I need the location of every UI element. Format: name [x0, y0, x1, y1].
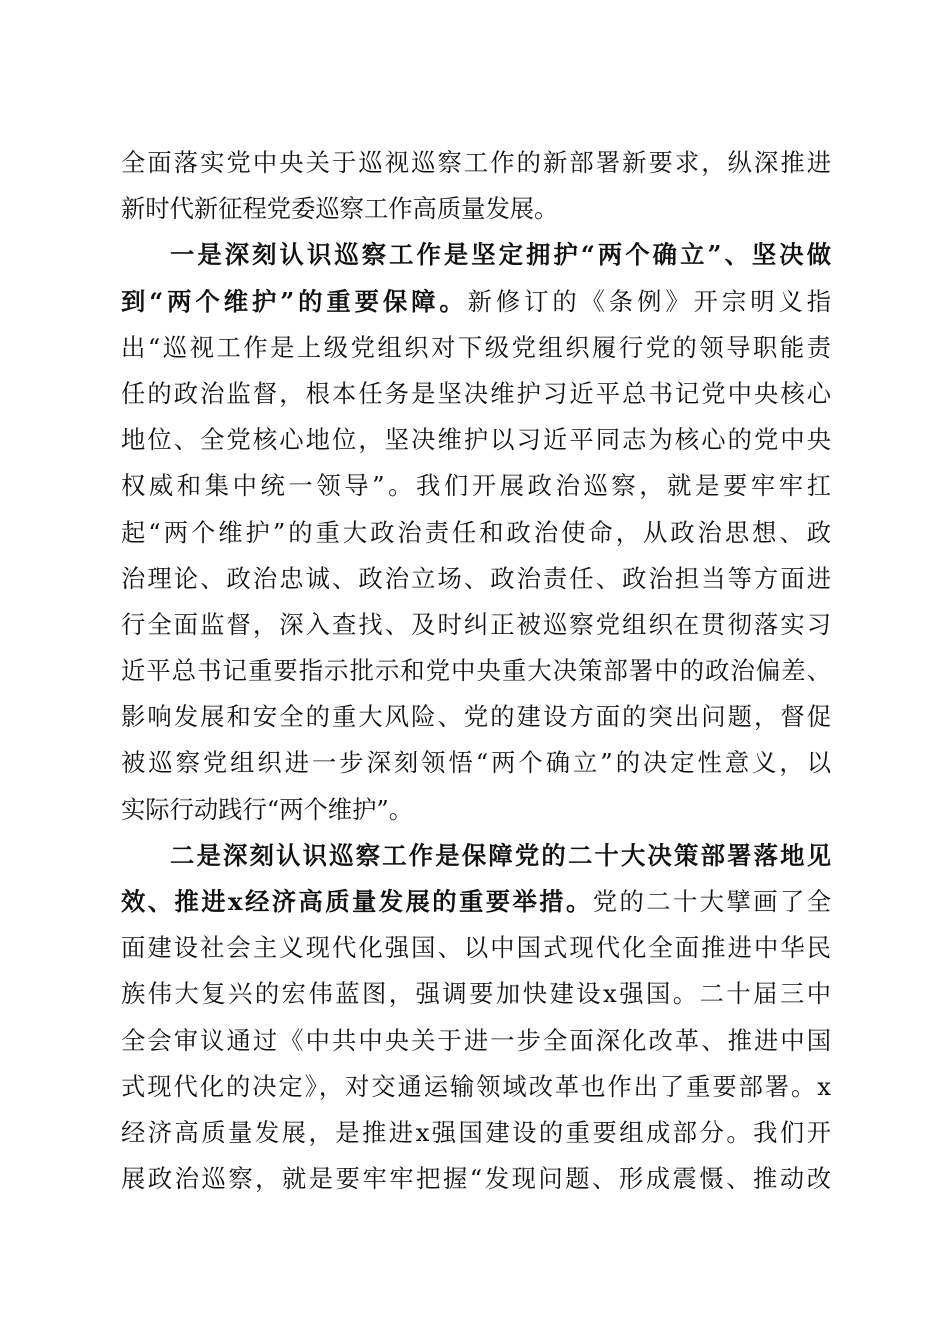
- section2-heading-part: 二是深刻认识巡察工作是保障党的二十大决策部署落地见: [170, 840, 831, 870]
- section1-line-1: [121, 232, 831, 278]
- section1-heading-part: 一是深刻认识巡察工作是坚定拥护“两个确立”、坚决做: [170, 240, 831, 270]
- section2-line-8: 展政治巡察，就是要牢牢把握“发现问题、形成震慑、推动改: [121, 1164, 831, 1194]
- section1-line-12: 被巡察党组织进一步深刻领悟“两个确立”的决定性意义，以: [121, 748, 831, 778]
- section1-line-5: 地位、全党核心地位，坚决维护以习近平同志为核心的党中央: [121, 425, 831, 455]
- intro-line-2: 新时代新征程党委巡察工作高质量发展。: [121, 194, 559, 224]
- section1-heading-part: 到“两个维护”的重要保障。: [121, 286, 468, 316]
- section1-line-8: 治理论、政治忠诚、政治立场、政治责任、政治担当等方面进: [121, 563, 831, 593]
- section1-line-7: 起“两个维护”的重大政治责任和政治使命，从政治思想、政: [121, 517, 831, 547]
- section2-line-4: 族伟大复兴的宏伟蓝图，强调要加快建设x强国。二十届三中: [121, 979, 831, 1009]
- section1-line-13: 实际行动践行“两个维护”。: [121, 794, 414, 824]
- section2-line-1: [121, 833, 831, 879]
- section1-line-6: 权威和集中统一领导”。我们开展政治巡察，就是要牢牢扛: [121, 471, 831, 501]
- section2-line-6: 式现代化的决定》，对交通运输领域改革也作出了重要部署。x: [121, 1071, 831, 1101]
- section2-line-5: 全会审议通过《中共中央关于进一步全面深化改革、推进中国: [121, 1025, 831, 1055]
- section1-line-2: 到“两个维护”的重要保障。新修订的《条例》开宗明义指: [121, 286, 831, 316]
- section2-heading-part: 效、推进x经济高质量发展的重要举措。: [121, 887, 593, 916]
- section2-line-3: 面建设社会主义现代化强国、以中国式现代化全面推进中华民: [121, 933, 831, 963]
- section2-line-2: 效、推进x经济高质量发展的重要举措。党的二十大擘画了全: [121, 887, 832, 916]
- section2-line-7: 经济高质量发展，是推进x强国建设的重要组成部分。我们开: [121, 1117, 831, 1147]
- section1-line-11: 影响发展和安全的重大风险、党的建设方面的突出问题，督促: [121, 702, 831, 732]
- section1-line-4: 任的政治监督，根本任务是坚决维护习近平总书记党中央核心: [121, 378, 831, 408]
- section1-line-3: 出“巡视工作是上级党组织对下级党组织履行党的领导职能责: [121, 332, 831, 362]
- section1-line-10: 近平总书记重要指示批示和党中央重大决策部署中的政治偏差、: [121, 656, 831, 686]
- intro-line-1: 全面落实党中央关于巡视巡察工作的新部署新要求，纵深推进: [121, 148, 831, 177]
- document-body: [121, 140, 831, 1202]
- section1-line-9: 行全面监督，深入查找、及时纠正被巡察党组织在贯彻落实习: [121, 609, 831, 639]
